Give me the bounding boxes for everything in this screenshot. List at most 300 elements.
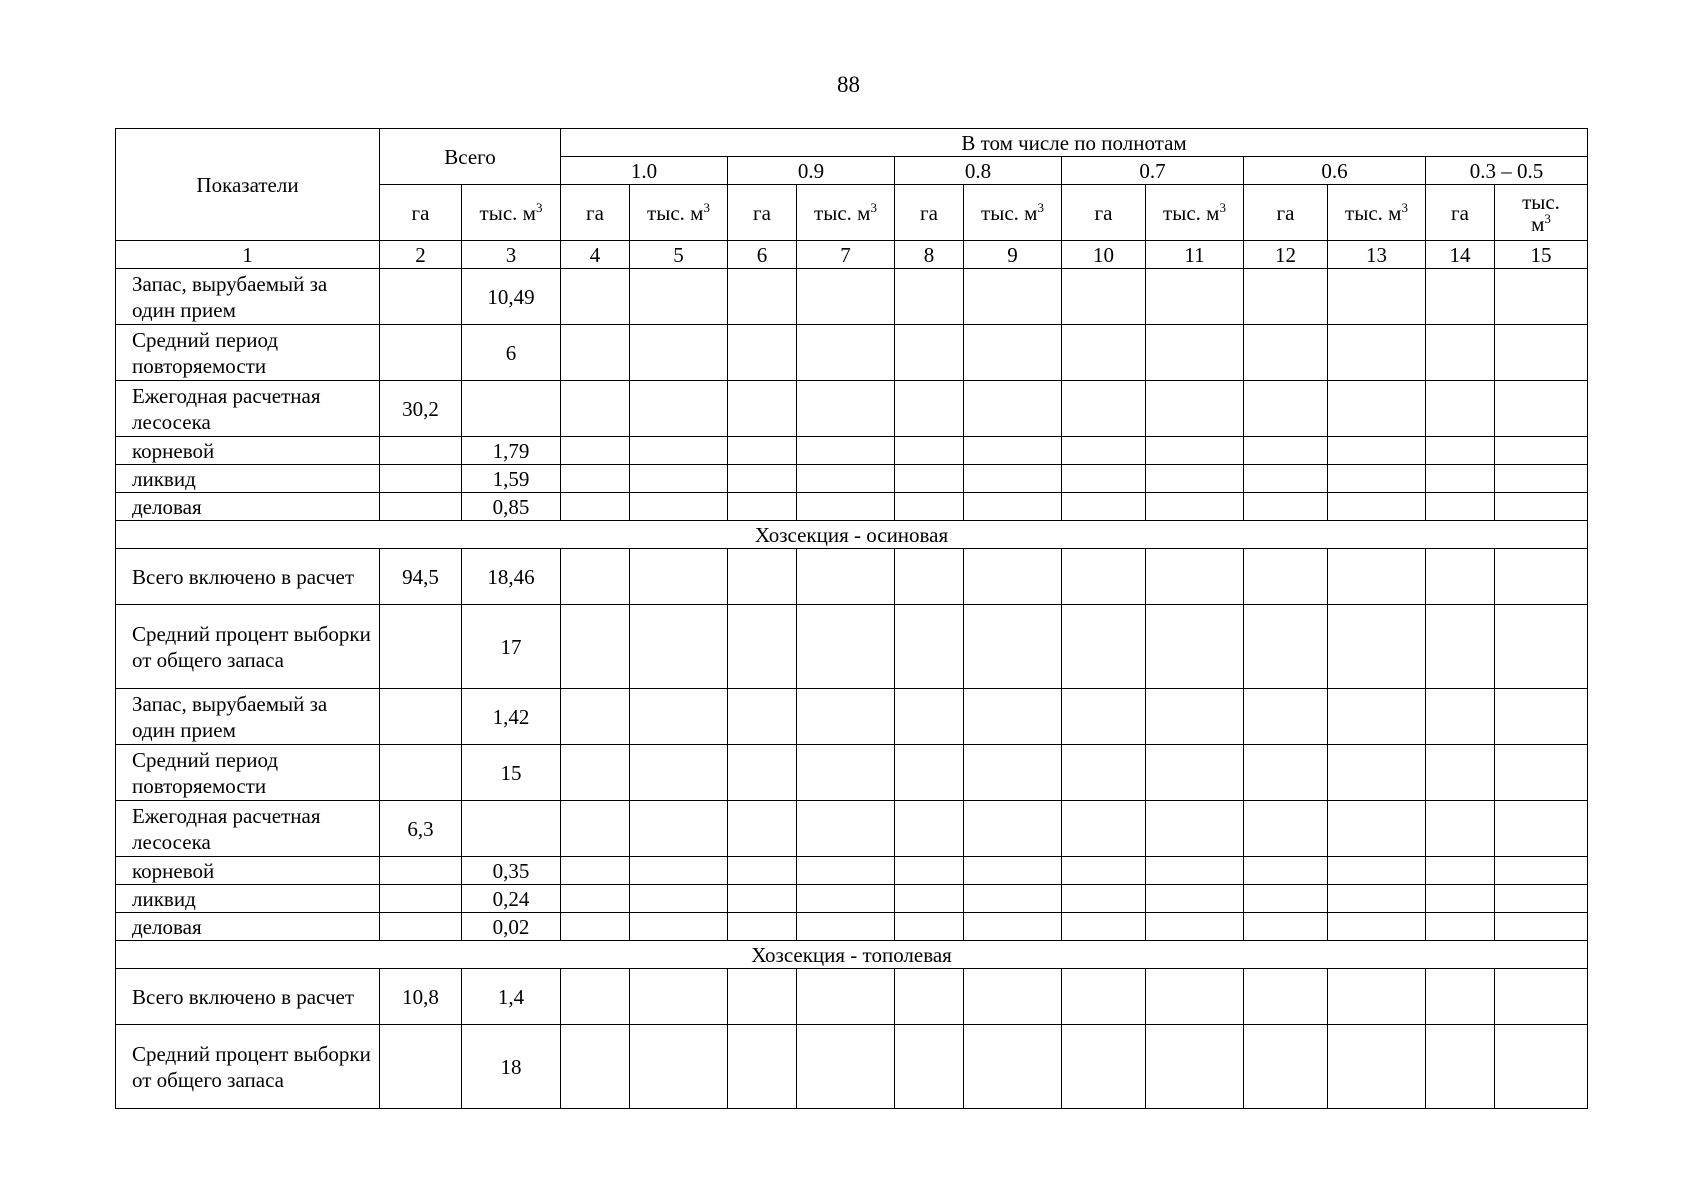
empty-cell — [561, 969, 630, 1025]
total-volume: 0,02 — [462, 913, 561, 941]
empty-cell — [1244, 437, 1328, 465]
total-ha — [380, 437, 462, 465]
empty-cell — [561, 269, 630, 325]
section-row — [116, 521, 1588, 549]
empty-cell — [1244, 381, 1328, 437]
empty-cell — [1244, 745, 1328, 801]
unit-volume-sup: 3 — [1544, 210, 1551, 226]
empty-cell — [1328, 269, 1426, 325]
total-ha — [380, 689, 462, 745]
unit-ha: га — [728, 185, 797, 241]
empty-cell — [1244, 549, 1328, 605]
empty-cell — [630, 689, 728, 745]
total-volume: 18,46 — [462, 549, 561, 605]
column-number: 13 — [1328, 241, 1426, 269]
empty-cell — [1062, 605, 1146, 689]
empty-cell — [1146, 269, 1244, 325]
empty-cell — [964, 493, 1062, 521]
empty-cell — [895, 605, 964, 689]
row-label: Ежегодная расчетная лесосека — [116, 801, 380, 857]
empty-cell — [1495, 269, 1588, 325]
empty-cell — [964, 689, 1062, 745]
empty-cell — [1426, 465, 1495, 493]
empty-cell — [1426, 913, 1495, 941]
total-volume: 0,35 — [462, 857, 561, 885]
empty-cell — [964, 969, 1062, 1025]
empty-cell — [1426, 493, 1495, 521]
empty-cell — [1244, 885, 1328, 913]
empty-cell — [1426, 689, 1495, 745]
table-row — [116, 605, 1588, 689]
empty-cell — [1244, 465, 1328, 493]
empty-cell — [797, 465, 895, 493]
total-ha — [380, 269, 462, 325]
empty-cell — [1244, 913, 1328, 941]
empty-cell — [1328, 549, 1426, 605]
total-volume: 1,4 — [462, 969, 561, 1025]
empty-cell — [1062, 269, 1146, 325]
page-number: 88 — [837, 72, 860, 97]
empty-cell — [895, 913, 964, 941]
column-number: 5 — [630, 241, 728, 269]
empty-cell — [1146, 857, 1244, 885]
unit-volume — [1328, 185, 1426, 241]
empty-cell — [895, 493, 964, 521]
header-density-1: 1.0 — [561, 157, 728, 185]
empty-cell — [1146, 465, 1244, 493]
empty-cell — [1495, 605, 1588, 689]
total-ha — [380, 493, 462, 521]
table-row — [116, 493, 1588, 521]
table-row — [116, 885, 1588, 913]
empty-cell — [895, 549, 964, 605]
empty-cell — [630, 913, 728, 941]
unit-volume — [630, 185, 728, 241]
column-number: 9 — [964, 241, 1062, 269]
table-row — [116, 549, 1588, 605]
empty-cell — [1244, 857, 1328, 885]
empty-cell — [1328, 465, 1426, 493]
empty-cell — [1495, 913, 1588, 941]
empty-cell — [1062, 801, 1146, 857]
empty-cell — [728, 381, 797, 437]
empty-cell — [797, 1025, 895, 1109]
column-number: 14 — [1426, 241, 1495, 269]
table-row — [116, 801, 1588, 857]
total-ha: 6,3 — [380, 801, 462, 857]
empty-cell — [728, 605, 797, 689]
empty-cell — [1495, 325, 1588, 381]
empty-cell — [630, 549, 728, 605]
empty-cell — [728, 549, 797, 605]
empty-cell — [1062, 549, 1146, 605]
empty-cell — [1328, 885, 1426, 913]
row-label: Средний период повторяемости — [116, 325, 380, 381]
empty-cell — [728, 801, 797, 857]
empty-cell — [561, 913, 630, 941]
empty-cell — [1062, 437, 1146, 465]
unit-volume-label: тыс. м — [647, 200, 704, 225]
empty-cell — [1426, 605, 1495, 689]
total-volume: 6 — [462, 325, 561, 381]
empty-cell — [728, 325, 797, 381]
unit-volume-label: тыс. м — [814, 200, 871, 225]
empty-cell — [1426, 969, 1495, 1025]
empty-cell — [1062, 493, 1146, 521]
unit-ha: га — [1426, 185, 1495, 241]
empty-cell — [895, 689, 964, 745]
empty-cell — [561, 437, 630, 465]
empty-cell — [1146, 801, 1244, 857]
total-volume: 1,42 — [462, 689, 561, 745]
table-body — [116, 129, 1588, 1109]
empty-cell — [1328, 381, 1426, 437]
header-row-1 — [116, 129, 1588, 157]
empty-cell — [1495, 1025, 1588, 1109]
unit-volume-label: м — [1531, 211, 1545, 236]
empty-cell — [561, 605, 630, 689]
empty-cell — [1495, 549, 1588, 605]
empty-cell — [1495, 857, 1588, 885]
empty-cell — [895, 885, 964, 913]
row-label: Всего включено в расчет — [116, 969, 380, 1025]
unit-volume-sup: 3 — [1037, 199, 1044, 215]
empty-cell — [1062, 885, 1146, 913]
empty-cell — [1244, 605, 1328, 689]
empty-cell — [630, 381, 728, 437]
empty-cell — [1146, 437, 1244, 465]
total-ha — [380, 857, 462, 885]
empty-cell — [630, 605, 728, 689]
empty-cell — [797, 969, 895, 1025]
empty-cell — [895, 1025, 964, 1109]
unit-volume-label: тыс. м — [1163, 200, 1220, 225]
empty-cell — [630, 745, 728, 801]
empty-cell — [797, 801, 895, 857]
total-volume: 18 — [462, 1025, 561, 1109]
row-label: Всего включено в расчет — [116, 549, 380, 605]
total-ha: 30,2 — [380, 381, 462, 437]
empty-cell — [630, 885, 728, 913]
table-row — [116, 689, 1588, 745]
empty-cell — [1495, 885, 1588, 913]
unit-volume-sup: 3 — [703, 199, 710, 215]
empty-cell — [797, 605, 895, 689]
unit-volume — [462, 185, 561, 241]
empty-cell — [1426, 381, 1495, 437]
total-volume: 17 — [462, 605, 561, 689]
header-density-3: 0.8 — [895, 157, 1062, 185]
row-label: ликвид — [116, 465, 380, 493]
empty-cell — [797, 493, 895, 521]
empty-cell — [561, 689, 630, 745]
column-numbers-row — [116, 241, 1588, 269]
empty-cell — [1495, 969, 1588, 1025]
unit-ha: га — [1062, 185, 1146, 241]
empty-cell — [1146, 689, 1244, 745]
empty-cell — [1426, 857, 1495, 885]
header-density-2: 0.9 — [728, 157, 895, 185]
unit-volume-label: тыс. — [1522, 189, 1560, 214]
empty-cell — [1062, 913, 1146, 941]
total-volume: 10,49 — [462, 269, 561, 325]
unit-volume-label: тыс. м — [479, 200, 536, 225]
empty-cell — [895, 465, 964, 493]
total-volume — [462, 801, 561, 857]
empty-cell — [1495, 437, 1588, 465]
empty-cell — [561, 801, 630, 857]
column-number: 10 — [1062, 241, 1146, 269]
empty-cell — [1146, 549, 1244, 605]
total-ha — [380, 465, 462, 493]
empty-cell — [797, 437, 895, 465]
table-row — [116, 913, 1588, 941]
empty-cell — [1426, 745, 1495, 801]
empty-cell — [561, 465, 630, 493]
empty-cell — [1146, 969, 1244, 1025]
empty-cell — [1062, 325, 1146, 381]
empty-cell — [797, 269, 895, 325]
empty-cell — [1244, 325, 1328, 381]
empty-cell — [895, 437, 964, 465]
empty-cell — [561, 549, 630, 605]
header-density-4: 0.7 — [1062, 157, 1244, 185]
total-volume: 0,24 — [462, 885, 561, 913]
column-number: 11 — [1146, 241, 1244, 269]
total-ha — [380, 325, 462, 381]
empty-cell — [1328, 801, 1426, 857]
column-number: 6 — [728, 241, 797, 269]
empty-cell — [1328, 437, 1426, 465]
header-total: Всего — [380, 129, 561, 185]
column-number: 7 — [797, 241, 895, 269]
unit-ha: га — [380, 185, 462, 241]
total-ha — [380, 605, 462, 689]
row-label: корневой — [116, 857, 380, 885]
empty-cell — [1426, 549, 1495, 605]
empty-cell — [895, 969, 964, 1025]
empty-cell — [1146, 745, 1244, 801]
empty-cell — [1426, 269, 1495, 325]
empty-cell — [728, 913, 797, 941]
empty-cell — [895, 745, 964, 801]
column-number: 2 — [380, 241, 462, 269]
column-number: 1 — [116, 241, 380, 269]
empty-cell — [1328, 913, 1426, 941]
empty-cell — [1328, 1025, 1426, 1109]
empty-cell — [797, 857, 895, 885]
unit-volume — [797, 185, 895, 241]
empty-cell — [1146, 493, 1244, 521]
total-ha: 94,5 — [380, 549, 462, 605]
row-label: корневой — [116, 437, 380, 465]
unit-volume — [1146, 185, 1244, 241]
empty-cell — [630, 969, 728, 1025]
empty-cell — [1244, 1025, 1328, 1109]
empty-cell — [630, 465, 728, 493]
unit-ha: га — [895, 185, 964, 241]
empty-cell — [964, 1025, 1062, 1109]
row-label: деловая — [116, 913, 380, 941]
empty-cell — [1328, 689, 1426, 745]
total-volume: 1,79 — [462, 437, 561, 465]
total-ha — [380, 745, 462, 801]
empty-cell — [1062, 969, 1146, 1025]
row-label: деловая — [116, 493, 380, 521]
unit-volume-sup: 3 — [1219, 199, 1226, 215]
total-ha — [380, 1025, 462, 1109]
empty-cell — [1146, 605, 1244, 689]
empty-cell — [1062, 1025, 1146, 1109]
empty-cell — [1146, 325, 1244, 381]
empty-cell — [1328, 493, 1426, 521]
empty-cell — [964, 745, 1062, 801]
unit-volume-label: тыс. м — [1345, 200, 1402, 225]
empty-cell — [1244, 689, 1328, 745]
total-volume: 15 — [462, 745, 561, 801]
empty-cell — [1062, 857, 1146, 885]
empty-cell — [1328, 605, 1426, 689]
empty-cell — [1062, 381, 1146, 437]
empty-cell — [630, 857, 728, 885]
empty-cell — [728, 969, 797, 1025]
empty-cell — [1244, 269, 1328, 325]
empty-cell — [964, 549, 1062, 605]
column-number: 8 — [895, 241, 964, 269]
empty-cell — [1328, 857, 1426, 885]
empty-cell — [964, 913, 1062, 941]
total-volume: 1,59 — [462, 465, 561, 493]
row-label: Средний процент выборки от общего запаса — [116, 605, 380, 689]
unit-volume-sup: 3 — [535, 199, 543, 215]
header-density-6: 0.3 – 0.5 — [1426, 157, 1588, 185]
empty-cell — [561, 885, 630, 913]
table-row — [116, 857, 1588, 885]
empty-cell — [561, 325, 630, 381]
column-number: 12 — [1244, 241, 1328, 269]
row-label: ликвид — [116, 885, 380, 913]
row-label: Средний процент выборки от общего запаса — [116, 1025, 380, 1109]
table-row — [116, 437, 1588, 465]
empty-cell — [1062, 689, 1146, 745]
header-density-5: 0.6 — [1244, 157, 1426, 185]
empty-cell — [964, 465, 1062, 493]
empty-cell — [728, 269, 797, 325]
empty-cell — [797, 381, 895, 437]
empty-cell — [1328, 325, 1426, 381]
empty-cell — [1495, 801, 1588, 857]
empty-cell — [1495, 689, 1588, 745]
total-volume: 0,85 — [462, 493, 561, 521]
empty-cell — [895, 801, 964, 857]
empty-cell — [964, 269, 1062, 325]
empty-cell — [1146, 885, 1244, 913]
column-number: 3 — [462, 241, 561, 269]
table-row — [116, 1025, 1588, 1109]
empty-cell — [1146, 1025, 1244, 1109]
empty-cell — [1426, 437, 1495, 465]
empty-cell — [1328, 969, 1426, 1025]
empty-cell — [1244, 969, 1328, 1025]
empty-cell — [630, 1025, 728, 1109]
empty-cell — [1244, 493, 1328, 521]
empty-cell — [1495, 465, 1588, 493]
section-title: Хозсекция - тополевая — [116, 941, 1588, 969]
table-row — [116, 465, 1588, 493]
forest-table — [115, 128, 1588, 1109]
empty-cell — [1495, 745, 1588, 801]
column-number: 15 — [1495, 241, 1588, 269]
empty-cell — [561, 1025, 630, 1109]
table-row — [116, 969, 1588, 1025]
empty-cell — [895, 381, 964, 437]
unit-volume-sup: 3 — [1401, 199, 1408, 215]
empty-cell — [630, 437, 728, 465]
unit-volume-sup: 3 — [870, 199, 877, 215]
empty-cell — [728, 885, 797, 913]
unit-volume-label: тыс. м — [981, 200, 1038, 225]
empty-cell — [1495, 381, 1588, 437]
table-row — [116, 745, 1588, 801]
empty-cell — [797, 885, 895, 913]
empty-cell — [1426, 885, 1495, 913]
empty-cell — [964, 857, 1062, 885]
empty-cell — [1426, 325, 1495, 381]
unit-volume — [1495, 185, 1588, 241]
empty-cell — [964, 605, 1062, 689]
empty-cell — [797, 913, 895, 941]
table-row — [116, 381, 1588, 437]
empty-cell — [1146, 381, 1244, 437]
empty-cell — [964, 437, 1062, 465]
empty-cell — [728, 857, 797, 885]
empty-cell — [630, 325, 728, 381]
empty-cell — [895, 325, 964, 381]
empty-cell — [797, 745, 895, 801]
row-label: Запас, вырубаемый за один прием — [116, 269, 380, 325]
section-row — [116, 941, 1588, 969]
empty-cell — [964, 885, 1062, 913]
empty-cell — [1495, 493, 1588, 521]
empty-cell — [1146, 913, 1244, 941]
empty-cell — [1328, 745, 1426, 801]
unit-volume — [964, 185, 1062, 241]
empty-cell — [728, 493, 797, 521]
row-label: Ежегодная расчетная лесосека — [116, 381, 380, 437]
empty-cell — [561, 493, 630, 521]
empty-cell — [630, 801, 728, 857]
table-row — [116, 325, 1588, 381]
empty-cell — [1062, 465, 1146, 493]
empty-cell — [964, 381, 1062, 437]
empty-cell — [797, 325, 895, 381]
unit-ha: га — [561, 185, 630, 241]
unit-ha: га — [1244, 185, 1328, 241]
empty-cell — [561, 745, 630, 801]
row-label: Запас, вырубаемый за один прием — [116, 689, 380, 745]
empty-cell — [728, 437, 797, 465]
empty-cell — [1062, 745, 1146, 801]
empty-cell — [630, 269, 728, 325]
section-title: Хозсекция - осиновая — [116, 521, 1588, 549]
empty-cell — [728, 1025, 797, 1109]
total-ha — [380, 885, 462, 913]
column-number: 4 — [561, 241, 630, 269]
empty-cell — [797, 689, 895, 745]
empty-cell — [728, 465, 797, 493]
empty-cell — [630, 493, 728, 521]
empty-cell — [797, 549, 895, 605]
